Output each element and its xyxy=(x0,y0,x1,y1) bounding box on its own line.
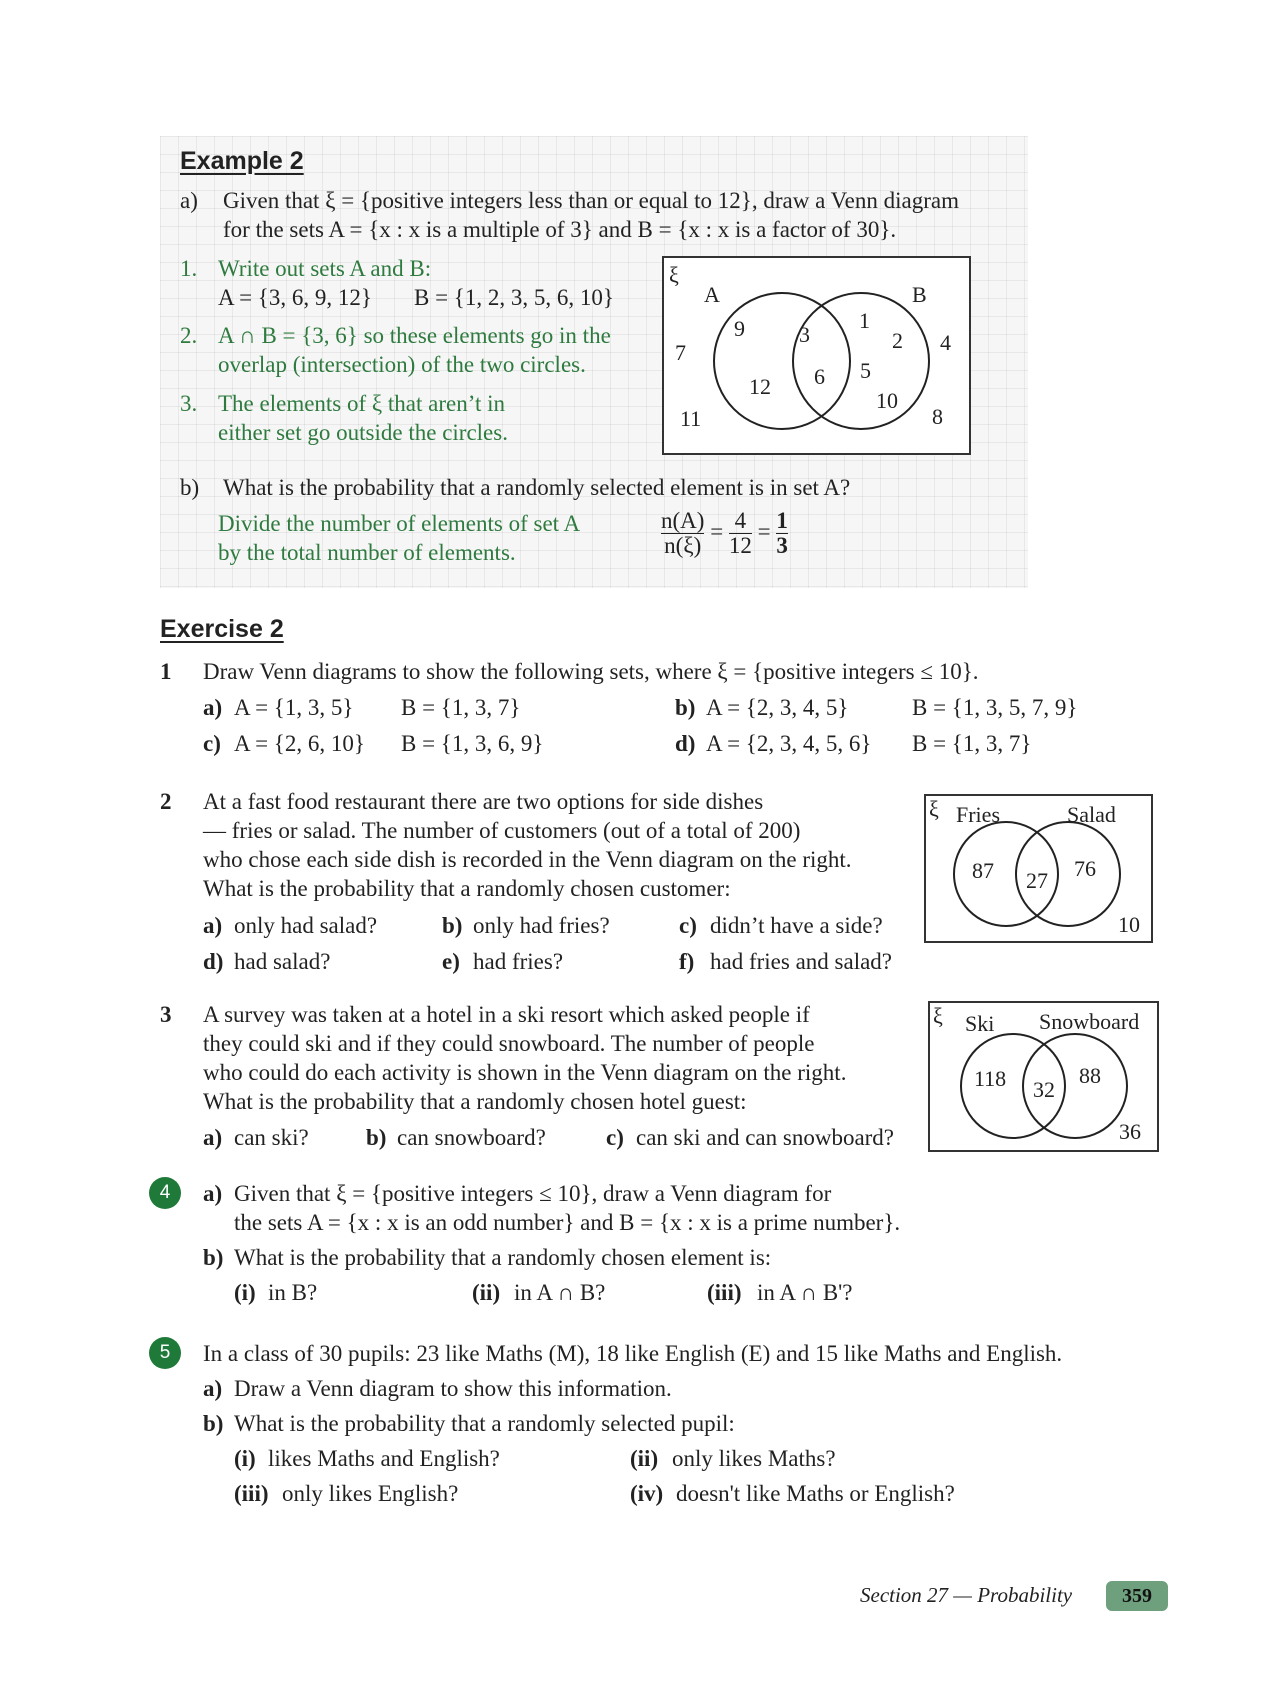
ski-snowboard-venn xyxy=(928,1001,1159,1152)
fries-salad-venn xyxy=(924,794,1153,943)
subpart-text: only likes Maths? xyxy=(672,1446,836,1471)
subpart-text: likes Maths and English? xyxy=(268,1446,500,1471)
step-number: 1. xyxy=(180,256,198,281)
part-text: had fries? xyxy=(473,949,564,974)
outside-value: 10 xyxy=(1118,912,1140,937)
part-text: can ski and can snowboard? xyxy=(636,1125,895,1150)
ski-label: Ski xyxy=(965,1011,995,1036)
part-label: d) xyxy=(203,949,224,974)
part-label: c) xyxy=(203,731,221,756)
part-label: a) xyxy=(203,1181,223,1206)
set-definition: B = {1, 3, 7} xyxy=(401,695,521,720)
question-number-badge: 4 xyxy=(149,1177,181,1209)
equals-sign: = xyxy=(757,518,771,544)
question-text: What is the probability that a randomly chosen customer: xyxy=(203,876,731,901)
subpart-label: (iii) xyxy=(707,1280,742,1305)
part-text: can ski? xyxy=(234,1125,309,1150)
part-label: d) xyxy=(675,731,696,756)
part-label: b) xyxy=(203,1411,224,1436)
set-b-label: B xyxy=(912,282,927,307)
set-definition: A = {2, 3, 4, 5} xyxy=(706,695,849,720)
example-heading: Example 2 xyxy=(180,147,304,175)
fries-label: Fries xyxy=(956,802,1000,827)
part-label: a) xyxy=(203,695,223,720)
part-text: Given that ξ = {positive integers ≤ 10}, draw a Venn diagram for xyxy=(234,1181,832,1206)
part-label: a) xyxy=(203,1376,223,1401)
set-definition: B = {1, 3, 6, 9} xyxy=(401,731,544,756)
question-number-badge: 5 xyxy=(149,1337,181,1369)
part-label: e) xyxy=(442,949,460,974)
fraction-answer: $\frac{1}{3}$ xyxy=(776,508,788,558)
question-text: In a class of 30 pupils: 23 like Maths (M), 18 like English (E) and 15 like Maths and English. xyxy=(203,1341,1063,1366)
subpart-label: (i) xyxy=(234,1280,256,1305)
exercise-heading: Exercise 2 xyxy=(160,615,284,643)
universal-set-symbol: ξ xyxy=(933,1003,943,1028)
section-footer: Section 27 — Probability xyxy=(860,1583,1073,1607)
venn-element: 3 xyxy=(799,322,810,347)
venn-element: 5 xyxy=(860,358,871,383)
subpart-label: (ii) xyxy=(472,1280,501,1305)
snowboard-label: Snowboard xyxy=(1039,1009,1140,1034)
part-text: the sets A = {x : x is an odd number} and B = {x : x is a prime number}. xyxy=(234,1210,901,1235)
venn-element: 2 xyxy=(892,328,903,353)
part-label: c) xyxy=(679,913,697,938)
part-label: a) xyxy=(203,913,223,938)
part-a-line1: Given that ξ = {positive integers less than or equal to 12}, draw a Venn diagram xyxy=(223,188,959,213)
part-text: What is the probability that a randomly chosen element is: xyxy=(234,1245,772,1270)
part-b-label: b) xyxy=(180,475,200,500)
universal-set-symbol: ξ xyxy=(929,796,939,821)
step-number: 3. xyxy=(180,391,198,416)
set-a-circle xyxy=(714,293,850,429)
fries-only-value: 87 xyxy=(972,858,994,883)
snowboard-only-value: 88 xyxy=(1079,1063,1101,1088)
ski-only-value: 118 xyxy=(974,1066,1007,1091)
venn-element: 8 xyxy=(932,404,943,429)
subpart-text: in B? xyxy=(268,1280,318,1305)
universal-set-symbol: ξ xyxy=(669,262,679,287)
part-text: only had fries? xyxy=(473,913,610,938)
probability-fraction xyxy=(661,509,788,558)
question-text: who could do each activity is shown in the Venn diagram on the right. xyxy=(203,1060,847,1085)
question-text: they could ski and if they could snowboard. The number of people xyxy=(203,1031,815,1056)
question-number: 1 xyxy=(160,659,172,684)
example-venn-diagram xyxy=(662,256,971,455)
step-text: overlap (intersection) of the two circles. xyxy=(218,352,586,377)
venn-element: 9 xyxy=(734,316,745,341)
question-text: What is the probability that a randomly chosen hotel guest: xyxy=(203,1089,747,1114)
set-b-listing: B = {1, 2, 3, 5, 6, 10} xyxy=(414,285,614,310)
step-text: A ∩ B = {3, 6} so these elements go in the xyxy=(218,323,611,348)
fraction-4-12: $\frac{4}{12}$ xyxy=(728,508,752,558)
venn-element: 6 xyxy=(814,364,825,389)
part-label: b) xyxy=(366,1125,387,1150)
question-number: 2 xyxy=(160,789,172,814)
part-b-method: Divide the number of elements of set A xyxy=(218,511,581,536)
question-number: 3 xyxy=(160,1002,172,1027)
part-text: had salad? xyxy=(234,949,331,974)
fraction-na-nxi: $\frac{n(A)}{n(\xi)}$ xyxy=(661,508,705,558)
part-text: What is the probability that a randomly selected pupil: xyxy=(234,1411,735,1436)
part-label: f) xyxy=(679,949,695,974)
part-b-method: by the total number of elements. xyxy=(218,540,516,565)
step-text: Write out sets A and B: xyxy=(218,256,432,281)
venn-element: 12 xyxy=(749,374,771,399)
subpart-label: (iii) xyxy=(234,1481,269,1506)
set-definition: A = {2, 6, 10} xyxy=(234,731,365,756)
part-a-line2: for the sets A = {x : x is a multiple of 3} and B = {x : x is a factor of 30}. xyxy=(223,217,897,242)
set-a-label: A xyxy=(704,282,720,307)
subpart-label: (ii) xyxy=(630,1446,659,1471)
equals-sign: = xyxy=(710,518,724,544)
part-label: b) xyxy=(203,1245,224,1270)
salad-only-value: 76 xyxy=(1074,856,1096,881)
outside-value: 36 xyxy=(1119,1119,1141,1144)
both-value: 32 xyxy=(1033,1077,1055,1102)
subpart-text: only likes English? xyxy=(282,1481,459,1506)
set-definition: A = {2, 3, 4, 5, 6} xyxy=(706,731,872,756)
part-b-question: What is the probability that a randomly selected element is in set A? xyxy=(223,475,851,500)
part-text: had fries and salad? xyxy=(710,949,893,974)
question-text: At a fast food restaurant there are two options for side dishes xyxy=(203,789,764,814)
step-text: either set go outside the circles. xyxy=(218,420,508,445)
question-text: A survey was taken at a hotel in a ski resort which asked people if xyxy=(203,1002,810,1027)
both-value: 27 xyxy=(1026,868,1048,893)
question-text: Draw Venn diagrams to show the following sets, where ξ = {positive integers ≤ 10}. xyxy=(203,659,979,684)
page-number: 359 xyxy=(1106,1581,1168,1611)
salad-label: Salad xyxy=(1067,802,1116,827)
venn-element: 4 xyxy=(940,330,951,355)
set-definition: B = {1, 3, 7} xyxy=(912,731,1032,756)
part-a-label: a) xyxy=(180,188,198,213)
venn-element: 10 xyxy=(876,388,898,413)
set-definition: A = {1, 3, 5} xyxy=(234,695,354,720)
part-label: b) xyxy=(442,913,463,938)
subpart-text: doesn't like Maths or English? xyxy=(676,1481,955,1506)
venn-element: 7 xyxy=(675,340,686,365)
part-text: only had salad? xyxy=(234,913,378,938)
part-label: a) xyxy=(203,1125,223,1150)
set-definition: B = {1, 3, 5, 7, 9} xyxy=(912,695,1078,720)
part-text: didn’t have a side? xyxy=(710,913,883,938)
subpart-text: in A ∩ B? xyxy=(514,1280,606,1305)
part-label: b) xyxy=(675,695,696,720)
step-text: The elements of ξ that aren’t in xyxy=(218,391,506,416)
venn-element: 1 xyxy=(859,308,870,333)
subpart-label: (i) xyxy=(234,1446,256,1471)
subpart-label: (iv) xyxy=(630,1481,664,1506)
question-text: — fries or salad. The number of customers (out of a total of 200) xyxy=(203,818,801,843)
part-text: can snowboard? xyxy=(397,1125,546,1150)
step-number: 2. xyxy=(180,323,198,348)
part-label: c) xyxy=(606,1125,624,1150)
set-a-listing: A = {3, 6, 9, 12} xyxy=(218,285,372,310)
venn-element: 11 xyxy=(680,406,702,431)
question-text: who chose each side dish is recorded in the Venn diagram on the right. xyxy=(203,847,852,872)
part-text: Draw a Venn diagram to show this information. xyxy=(234,1376,672,1401)
subpart-text: in A ∩ B'? xyxy=(757,1280,853,1305)
